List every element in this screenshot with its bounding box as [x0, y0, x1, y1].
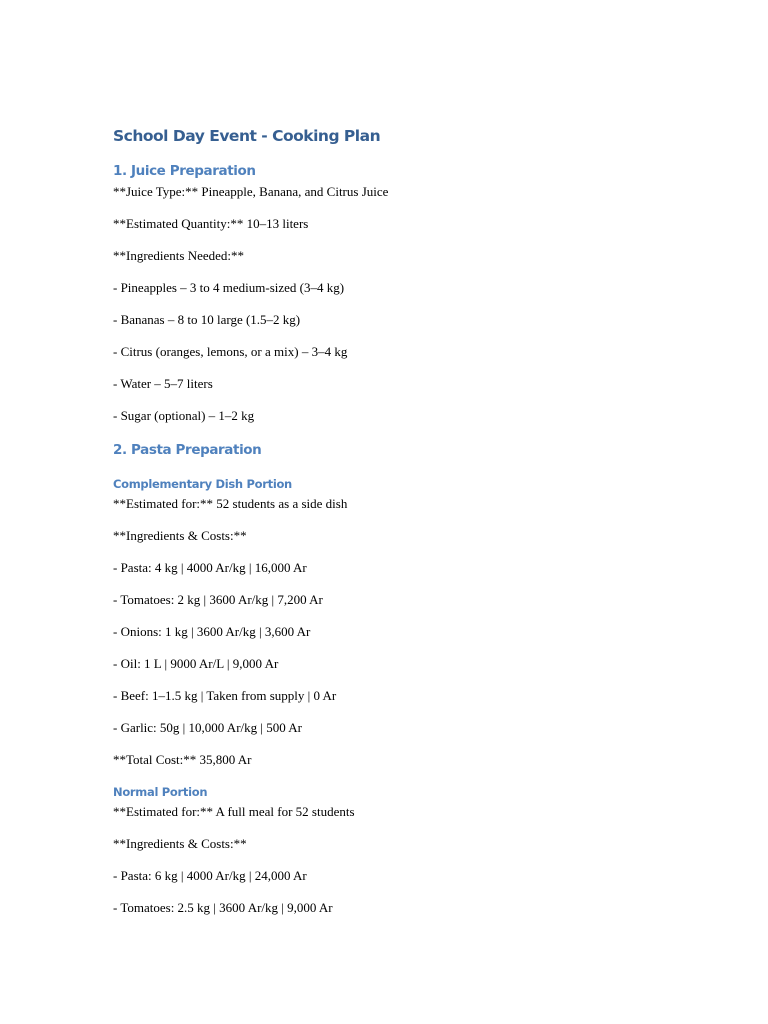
complementary-total-line: **Total Cost:** 35,800 Ar [113, 752, 252, 767]
normal-costs-heading: **Ingredients & Costs:** [113, 836, 247, 851]
juice-ingredient-item: - Pineapples – 3 to 4 medium-sized (3–4 kg) [113, 280, 345, 295]
complementary-portion-heading: Complementary Dish Portion [113, 477, 292, 491]
juice-ingredient-item: - Sugar (optional) – 1–2 kg [113, 408, 255, 423]
complementary-costs-heading: **Ingredients & Costs:** [113, 528, 247, 543]
complementary-estimated-line: **Estimated for:** 52 students as a side dish [113, 496, 348, 511]
normal-portion-heading: Normal Portion [113, 785, 208, 799]
complementary-cost-item: - Onions: 1 kg | 3600 Ar/kg | 3,600 Ar [113, 624, 311, 639]
juice-ingredient-item: - Water – 5–7 liters [113, 376, 213, 391]
juice-ingredient-item: - Bananas – 8 to 10 large (1.5–2 kg) [113, 312, 301, 327]
juice-ingredients-heading: **Ingredients Needed:** [113, 248, 245, 263]
complementary-cost-item: - Oil: 1 L | 9000 Ar/L | 9,000 Ar [113, 656, 279, 671]
normal-cost-item: - Pasta: 6 kg | 4000 Ar/kg | 24,000 Ar [113, 868, 307, 883]
juice-type-line: **Juice Type:** Pineapple, Banana, and Citrus Juice [113, 184, 389, 199]
document-title: School Day Event - Cooking Plan [113, 127, 381, 145]
complementary-cost-item: - Tomatoes: 2 kg | 3600 Ar/kg | 7,200 Ar [113, 592, 323, 607]
juice-ingredient-item: - Citrus (oranges, lemons, or a mix) – 3–4 kg [113, 344, 348, 359]
pasta-section-heading: 2. Pasta Preparation [113, 442, 262, 458]
normal-cost-item: - Tomatoes: 2.5 kg | 3600 Ar/kg | 9,000 Ar [113, 900, 333, 915]
complementary-cost-item: - Pasta: 4 kg | 4000 Ar/kg | 16,000 Ar [113, 560, 307, 575]
document-body [113, 124, 673, 916]
complementary-cost-item: - Garlic: 50g | 10,000 Ar/kg | 500 Ar [113, 720, 302, 735]
juice-section-heading: 1. Juice Preparation [113, 163, 256, 179]
normal-estimated-line: **Estimated for:** A full meal for 52 students [113, 804, 355, 819]
juice-quantity-line: **Estimated Quantity:** 10–13 liters [113, 216, 309, 231]
complementary-cost-item: - Beef: 1–1.5 kg | Taken from supply | 0 Ar [113, 688, 337, 703]
